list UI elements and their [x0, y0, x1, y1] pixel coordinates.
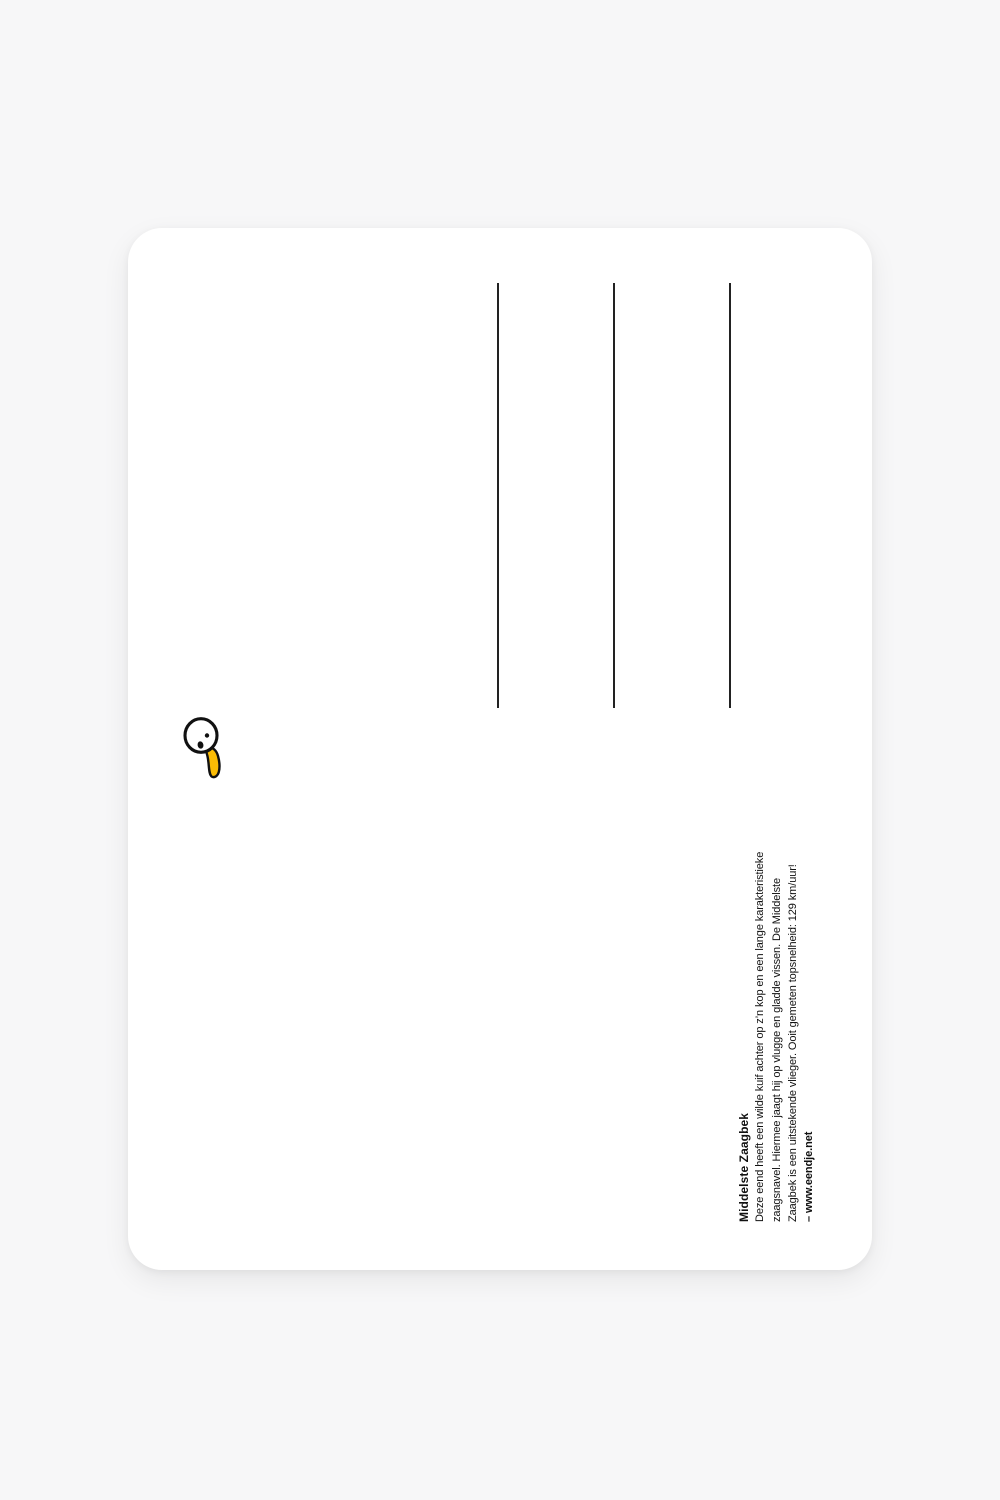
- duck-icon: [178, 712, 244, 786]
- duck-eye-icon: [205, 733, 209, 737]
- info-title: Middelste Zaagbek: [737, 1112, 751, 1222]
- address-line: [613, 283, 615, 708]
- info-body-line-2: zaagsnavel. Hiermee jaagt hij op vlugge en gladde vissen. De Middelste: [770, 878, 783, 1222]
- info-body-line-1: Deze eend heeft een wilde kuif achter op z’n kop en een lange karakteristieke: [754, 851, 767, 1222]
- postcard: [128, 228, 872, 1270]
- address-line: [729, 283, 731, 708]
- address-line: [497, 283, 499, 708]
- info-body-line-3: Zaagbek is een uitstekende vlieger. Ooit gemeten topsnelheid: 129 km/uur!: [786, 864, 799, 1222]
- info-website-line: – www.eendje.net: [803, 1131, 816, 1222]
- info-text-block: [736, 795, 817, 1222]
